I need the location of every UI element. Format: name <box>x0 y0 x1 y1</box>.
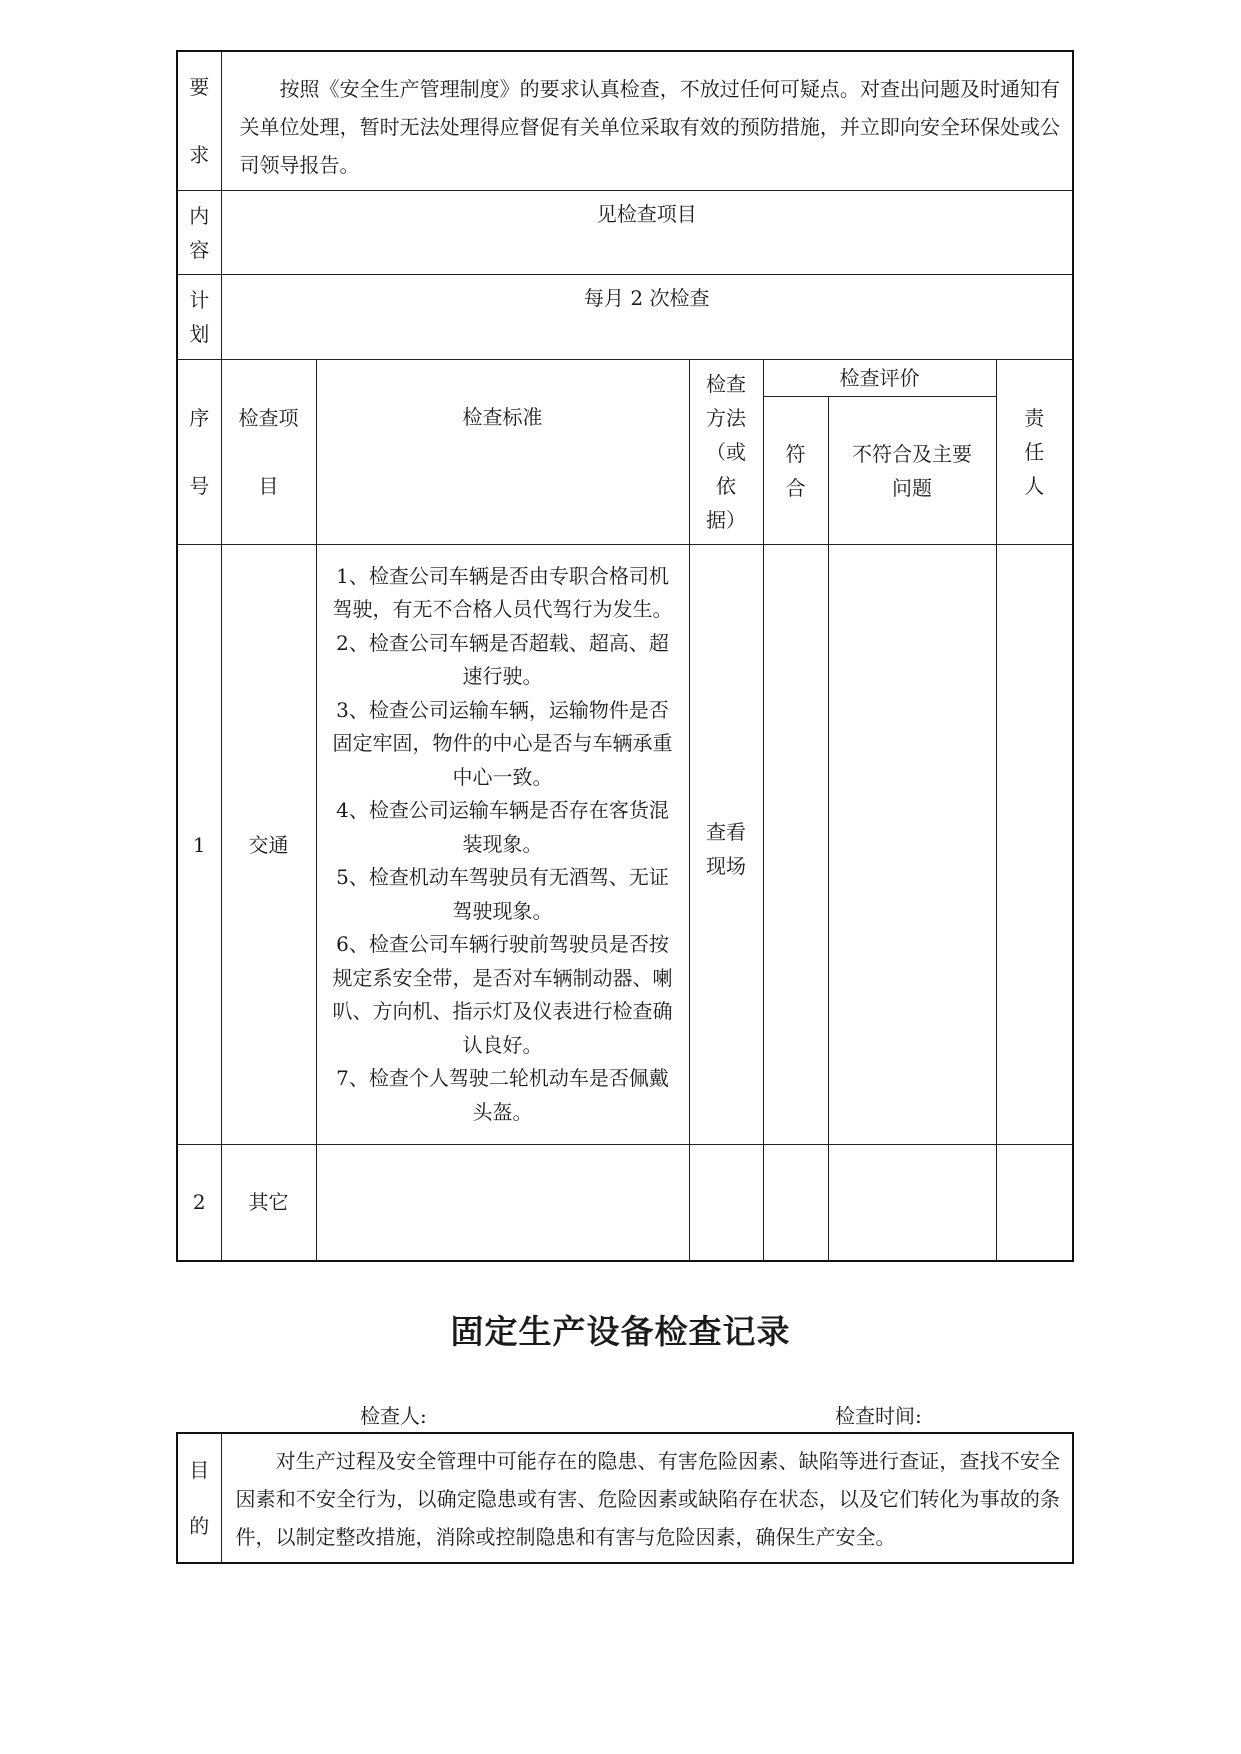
header-nonconform: 不符合及主要 问题 <box>828 397 996 545</box>
header-method: 检查 方法 （或 依 据） <box>689 360 763 545</box>
row-standards <box>316 1145 689 1261</box>
standard-item: 7、检查个人驾驶二轮机动车是否佩戴头盔。 <box>336 1066 669 1124</box>
table-row <box>177 1145 1073 1261</box>
row-conform <box>763 545 828 1145</box>
content-label: 内 容 <box>177 191 221 275</box>
requirement-text: 按照《安全生产管理制度》的要求认真检查，不放过任何可疑点。对查出问题及时通知有关单位处理，暂时无法处理得应督促有关单位采取有效的预防措施，并立即向安全环保处或公司领导报告。 <box>221 51 1073 191</box>
inspector-label: 检查人: <box>360 1404 427 1428</box>
row-standards <box>316 545 689 1145</box>
row-seq: 2 <box>177 1145 221 1261</box>
header-row <box>177 360 1073 397</box>
purpose-table <box>176 1432 1074 1564</box>
row-method <box>689 1145 763 1261</box>
row-conform <box>763 1145 828 1261</box>
row-nonconform <box>828 1145 996 1261</box>
inspection-time-label: 检查时间: <box>835 1404 922 1428</box>
header-conform: 符 合 <box>763 397 828 545</box>
plan-text: 每月 2 次检查 <box>221 275 1073 360</box>
header-standard: 检查标准 <box>316 360 689 545</box>
standard-item: 5、检查机动车驾驶员有无酒驾、无证驾驶现象。 <box>336 865 669 923</box>
row-item: 其它 <box>221 1145 316 1261</box>
row-responsible <box>996 545 1073 1145</box>
header-responsible: 责 任 人 <box>996 360 1073 545</box>
standard-item: 4、检查公司运输车辆是否存在客货混装现象。 <box>336 798 669 856</box>
standard-item: 1、检查公司车辆是否由专职合格司机驾驶，有无不合格人员代驾行为发生。 <box>332 563 673 622</box>
row-method: 查看 现场 <box>689 545 763 1145</box>
row-seq: 1 <box>177 545 221 1145</box>
purpose-label: 目 的 <box>177 1433 221 1563</box>
header-item: 检查项 目 <box>221 360 316 545</box>
row-item: 交通 <box>221 545 316 1145</box>
requirement-row <box>177 51 1073 191</box>
table-row <box>177 545 1073 1145</box>
standard-item: 6、检查公司车辆行驶前驾驶员是否按规定系安全带，是否对车辆制动器、喇叭、方向机、指示灯及仪表进行检查确认良好。 <box>332 932 673 1057</box>
content-row <box>177 191 1073 275</box>
purpose-row <box>177 1433 1073 1563</box>
requirement-label: 要 求 <box>177 51 221 191</box>
plan-label: 计 划 <box>177 275 221 360</box>
standard-item: 2、检查公司车辆是否超载、超高、超速行驶。 <box>336 630 669 689</box>
content-text: 见检查项目 <box>221 191 1073 275</box>
section-title: 固定生产设备检查记录 <box>450 1312 791 1351</box>
row-nonconform <box>828 545 996 1145</box>
inspection-table <box>176 50 1074 1262</box>
purpose-text: 对生产过程及安全管理中可能存在的隐患、有害危险因素、缺陷等进行查证，查找不安全因素和不安全行为，以确定隐患或有害、危险因素或缺陷存在状态，以及它们转化为事故的条件，以制定整改措施，消除或控制隐患和有害与危险因素，确保生产安全。 <box>221 1433 1073 1563</box>
standard-item: 3、检查公司运输车辆，运输物件是否固定牢固，物件的中心是否与车辆承重中心一致。 <box>332 697 673 789</box>
plan-row <box>177 275 1073 360</box>
header-seq: 序 号 <box>177 360 221 545</box>
row-responsible <box>996 1145 1073 1261</box>
header-evaluation: 检查评价 <box>763 360 996 397</box>
